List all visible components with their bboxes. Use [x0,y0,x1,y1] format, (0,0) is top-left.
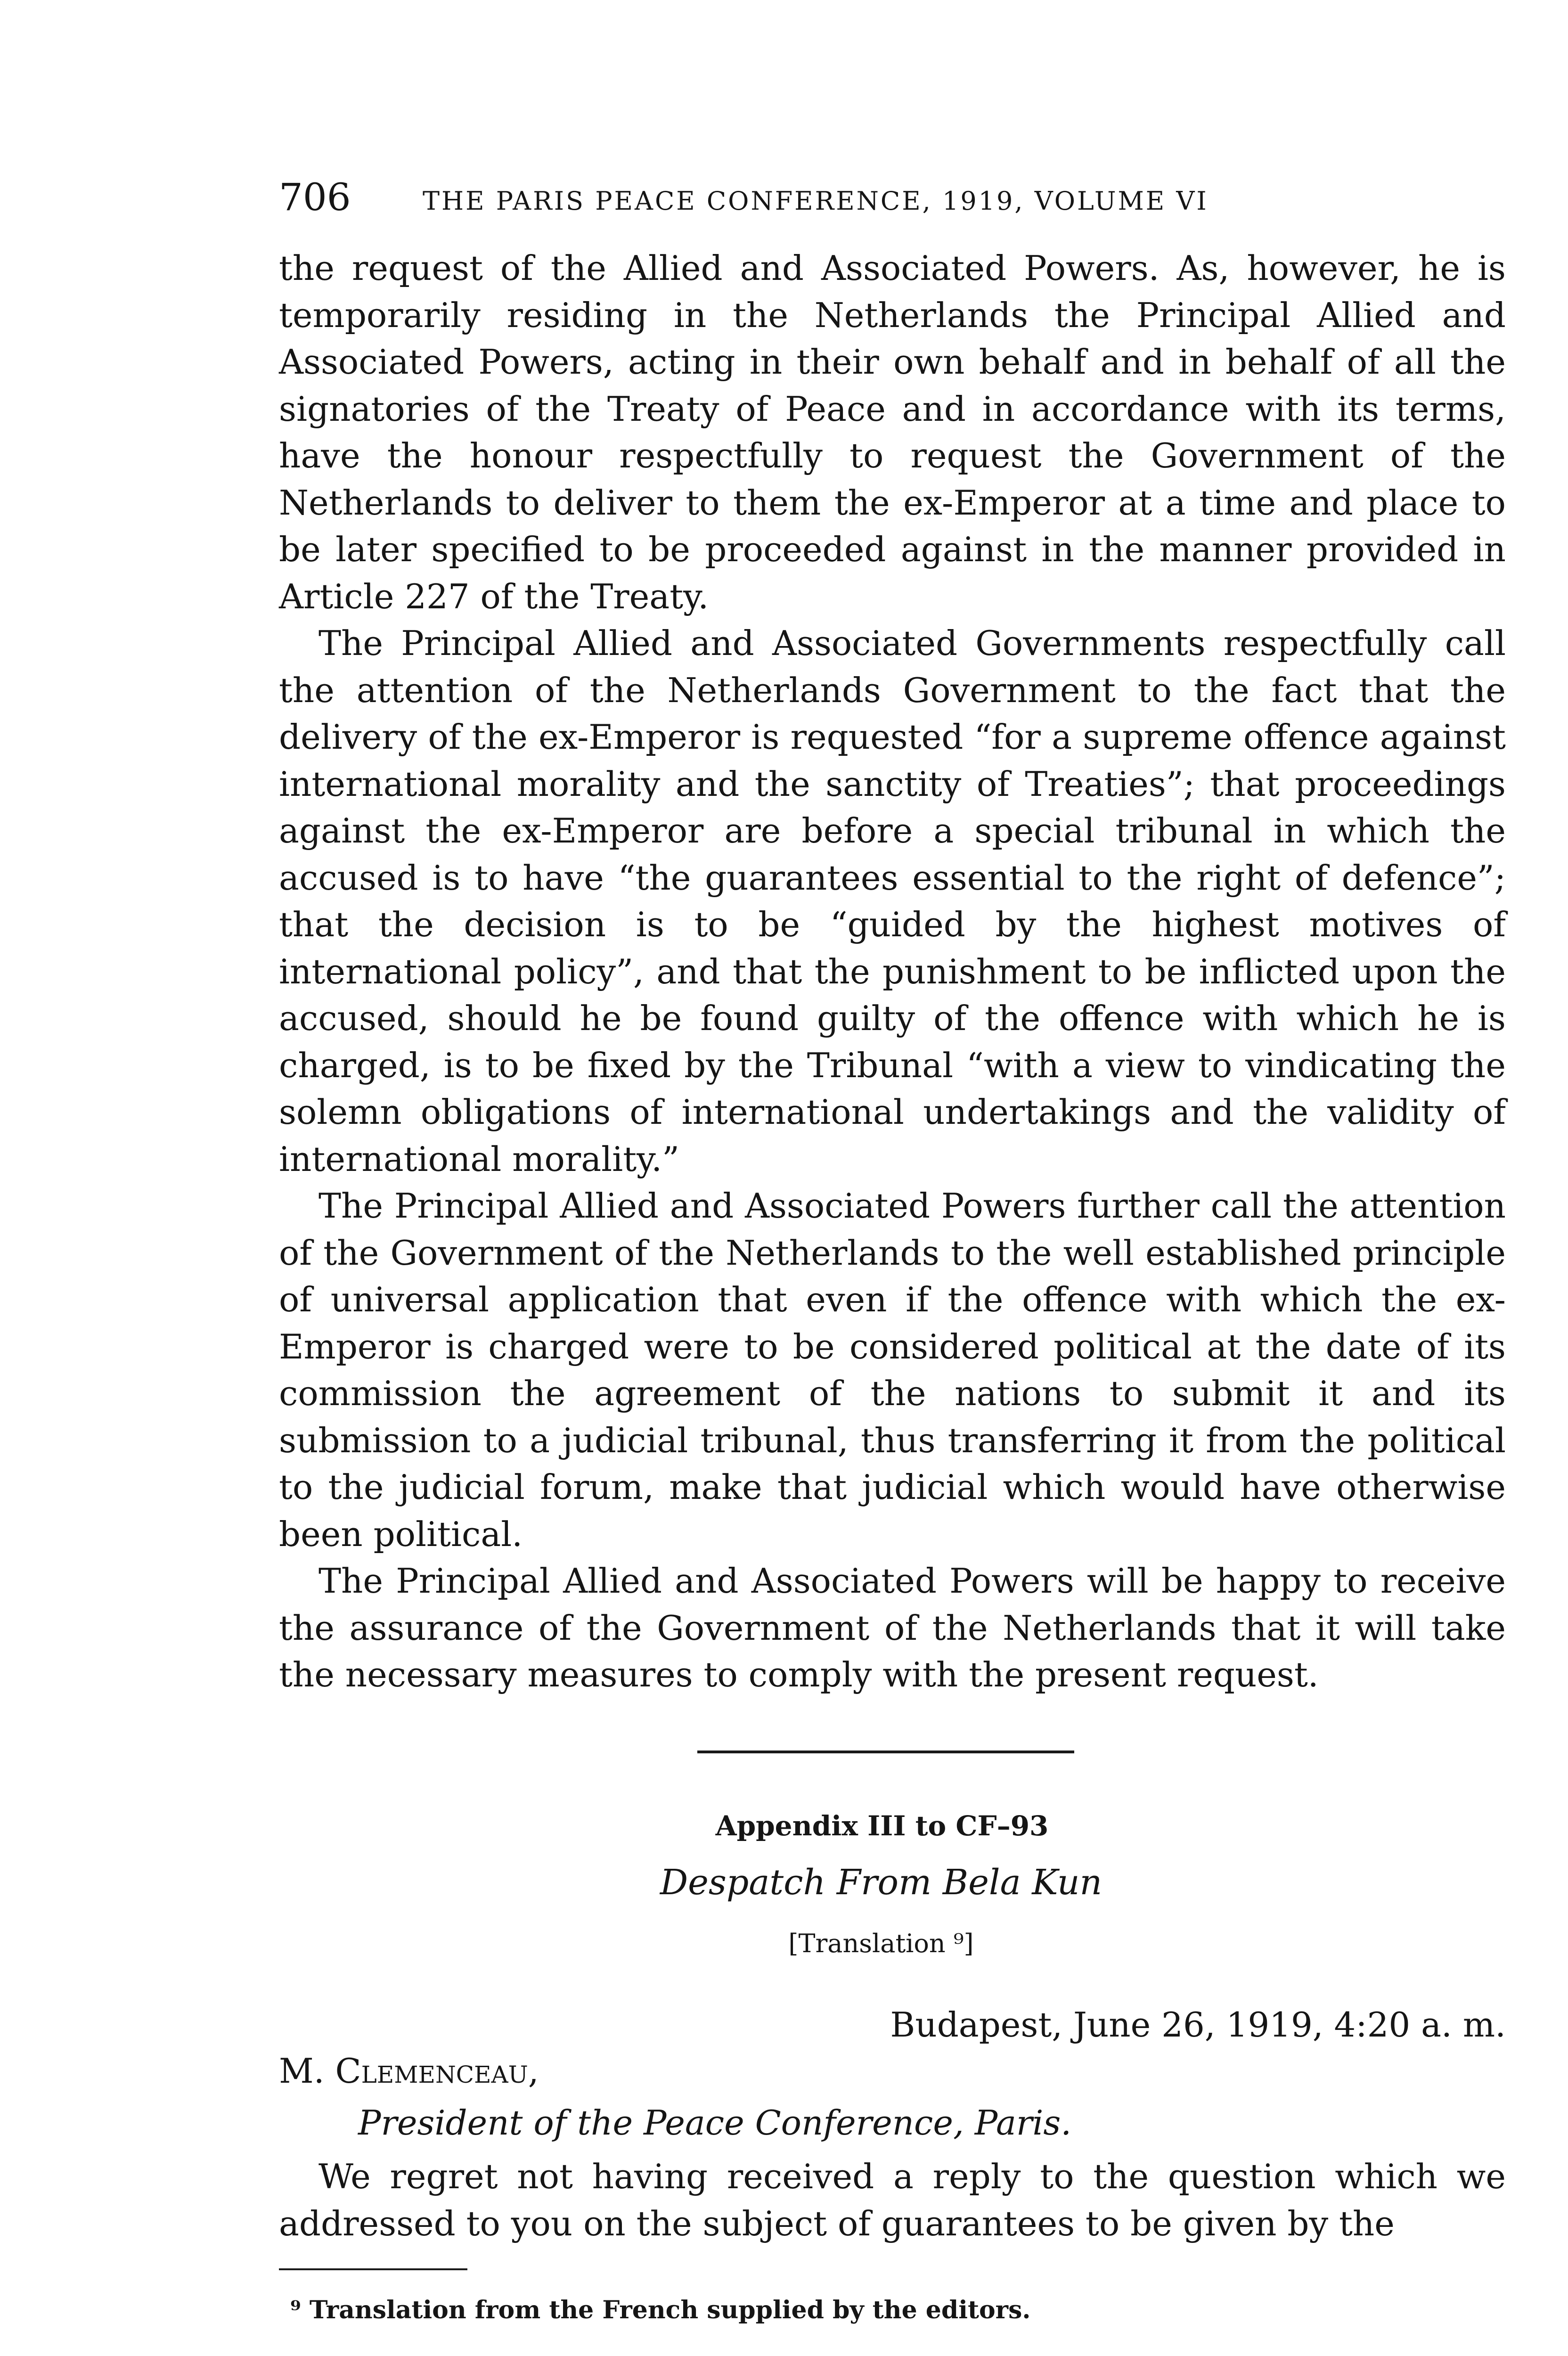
footnote-divider [279,2268,467,2270]
section-divider [697,1751,1074,1753]
footnote: ⁹ Translation from the French supplied by the editors. [290,2296,1031,2324]
letter-text [279,2153,1506,2247]
translation-note: [Translation ⁹] [788,1929,974,1958]
body-text [279,245,1506,1699]
body-paragraph: The Principal Allied and Associated Powers will be happy to receive the assurance of the Government of the Netherlands that it will take the necessary measures to comply with the present request. [279,1561,1506,1694]
body-paragraph: the request of the Allied and Associated Powers. As, however, he is temporarily residing in the Netherlands the Principal Allied and Associated Powers, acting in their own behalf and in behalf of all the signatories of the Treaty of Peace and in accordance with its terms, have the honour respectfully to request the Government of the Netherlands to deliver to them the ex-Emperor at a time and place to be later specified to be proceeded against in the manner provided in Article 227 of the Treaty. [279,248,1506,616]
despatch-title: Despatch From Bela Kun [660,1862,1102,1903]
page-header [279,172,1504,223]
running-title: THE PARIS PEACE CONFERENCE, 1919, VOLUME VI [423,186,1209,216]
letter-paragraph: We regret not having received a reply to the question which we addressed to you on the subject of guarantees to be given by the [279,2157,1506,2243]
addressee: M. Clemenceau, [279,2051,539,2091]
appendix-title: Appendix III to CF–93 [715,1810,1049,1842]
body-paragraph: The Principal Allied and Associated Governments respectfully call the attention of the Netherlands Government to the fact that the delivery of the ex-Emperor is requested “for a supreme offence against international morality and the sanctity of Treaties”; that proceedings against the ex-Emperor are before a special tribunal in which the accused is to have “the guarantees essential to the right of defence”; that the decision is to be “guided by the highest motives of international policy”, and that the punishment to be inflicted upon the accused, should he be found guilty of the offence with which he is charged, is to be fixed by the Tribunal “with a view to vindicating the solemn obligations of international undertakings and the validity of international morality.” [279,623,1506,1179]
page-number: 706 [279,175,351,219]
body-paragraph: The Principal Allied and Associated Powers further call the attention of the Government of the Netherlands to the well established principle of universal application that even if the offence with which the ex-Emperor is charged were to be considered political at the date of its commission the agreement of the nations to submit it and its submission to a judicial tribunal, thus transferring it from the political to the judicial forum, make that judicial which would have otherwise been political. [279,1186,1506,1554]
dateline: Budapest, June 26, 1919, 4:20 a. m. [890,2005,1506,2045]
addressee-title: President of the Peace Conference, Paris. [358,2103,1072,2143]
